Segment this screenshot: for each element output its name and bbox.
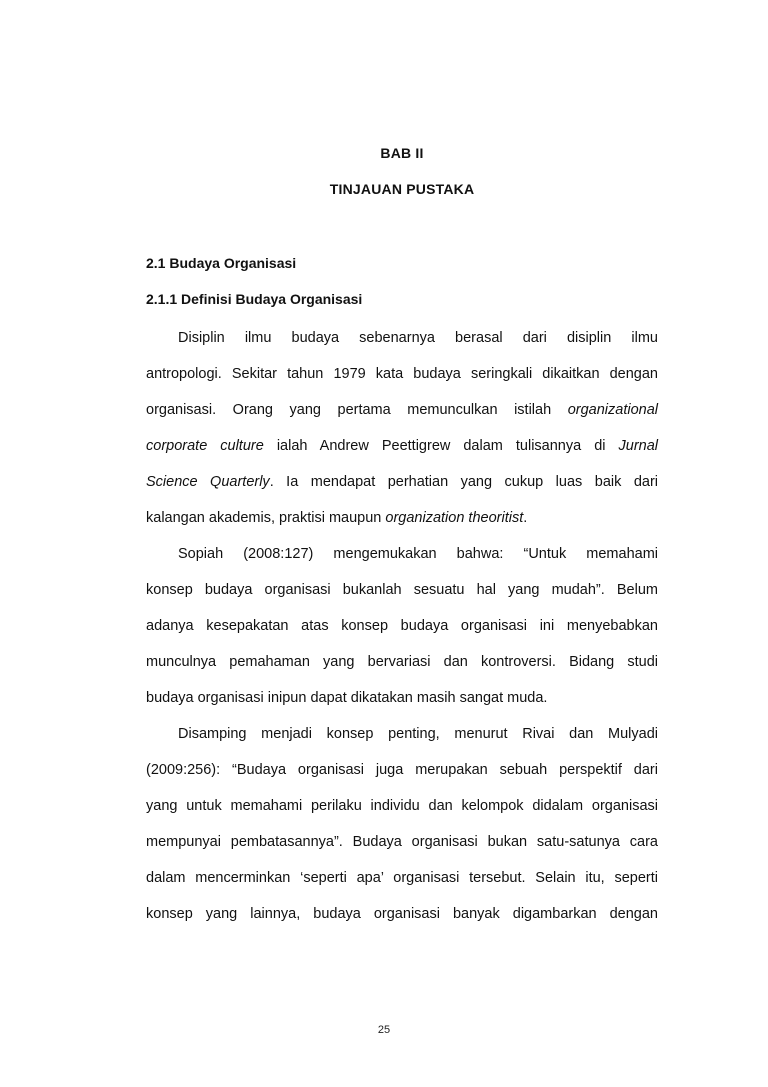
paragraph-line: (2009:256): “Budaya organisasi juga merupakan sebuah perspektif dari	[146, 762, 658, 778]
chapter-title: TINJAUAN PUSTAKA	[329, 181, 475, 197]
italic-term: Science Quarterly	[146, 474, 270, 490]
paragraph-line	[146, 437, 658, 455]
line-text: ialah Andrew Peettigrew dalam tulisannya di	[263, 438, 619, 454]
line-text: kalangan akademis, praktisi maupun	[146, 510, 386, 526]
paragraph-line: Sopiah (2008:127) mengemukakan bahwa: “Untuk memahami	[178, 546, 658, 562]
paragraph-line: mempunyai pembatasannya”. Budaya organisasi bukan satu-satunya cara	[146, 834, 658, 850]
paragraph-line	[146, 401, 658, 419]
line-text: . Ia mendapat perhatian yang cukup luas baik dari	[269, 474, 658, 490]
paragraph-line	[146, 473, 658, 491]
paragraph-line	[146, 509, 658, 527]
italic-term: Jurnal	[618, 438, 658, 454]
section-heading: 2.1 Budaya Organisasi	[146, 255, 297, 271]
italic-term: organizational	[567, 402, 658, 418]
paragraph-line: konsep yang lainnya, budaya organisasi banyak digambarkan dengan	[146, 906, 658, 922]
paragraph-line: adanya kesepakatan atas konsep budaya organisasi ini menyebabkan	[146, 618, 658, 634]
chapter-label: BAB II	[380, 145, 424, 161]
paragraph-line: yang untuk memahami perilaku individu dan kelompok didalam organisasi	[146, 798, 658, 814]
paragraph-line: konsep budaya organisasi bukanlah sesuatu hal yang mudah”. Belum	[146, 582, 658, 598]
paragraph-line: dalam mencerminkan ‘seperti apa’ organisasi tersebut. Selain itu, seperti	[146, 870, 658, 886]
italic-term: organization theoritist	[385, 510, 524, 526]
paragraph-line: Disamping menjadi konsep penting, menurut Rivai dan Mulyadi	[178, 726, 658, 742]
paragraph-line: budaya organisasi inipun dapat dikatakan masih sangat muda.	[146, 690, 548, 706]
paragraph-line: munculnya pemahaman yang bervariasi dan kontroversi. Bidang studi	[146, 654, 658, 670]
page-number: 25	[377, 1024, 391, 1036]
line-text: .	[523, 510, 528, 526]
subsection-heading: 2.1.1 Definisi Budaya Organisasi	[146, 291, 363, 307]
italic-term: corporate culture	[146, 438, 264, 454]
paragraph-line: antropologi. Sekitar tahun 1979 kata budaya seringkali dikaitkan dengan	[146, 366, 658, 382]
paragraph-line: Disiplin ilmu budaya sebenarnya berasal dari disiplin ilmu	[178, 330, 658, 346]
line-text: organisasi. Orang yang pertama memunculkan istilah	[146, 402, 568, 418]
